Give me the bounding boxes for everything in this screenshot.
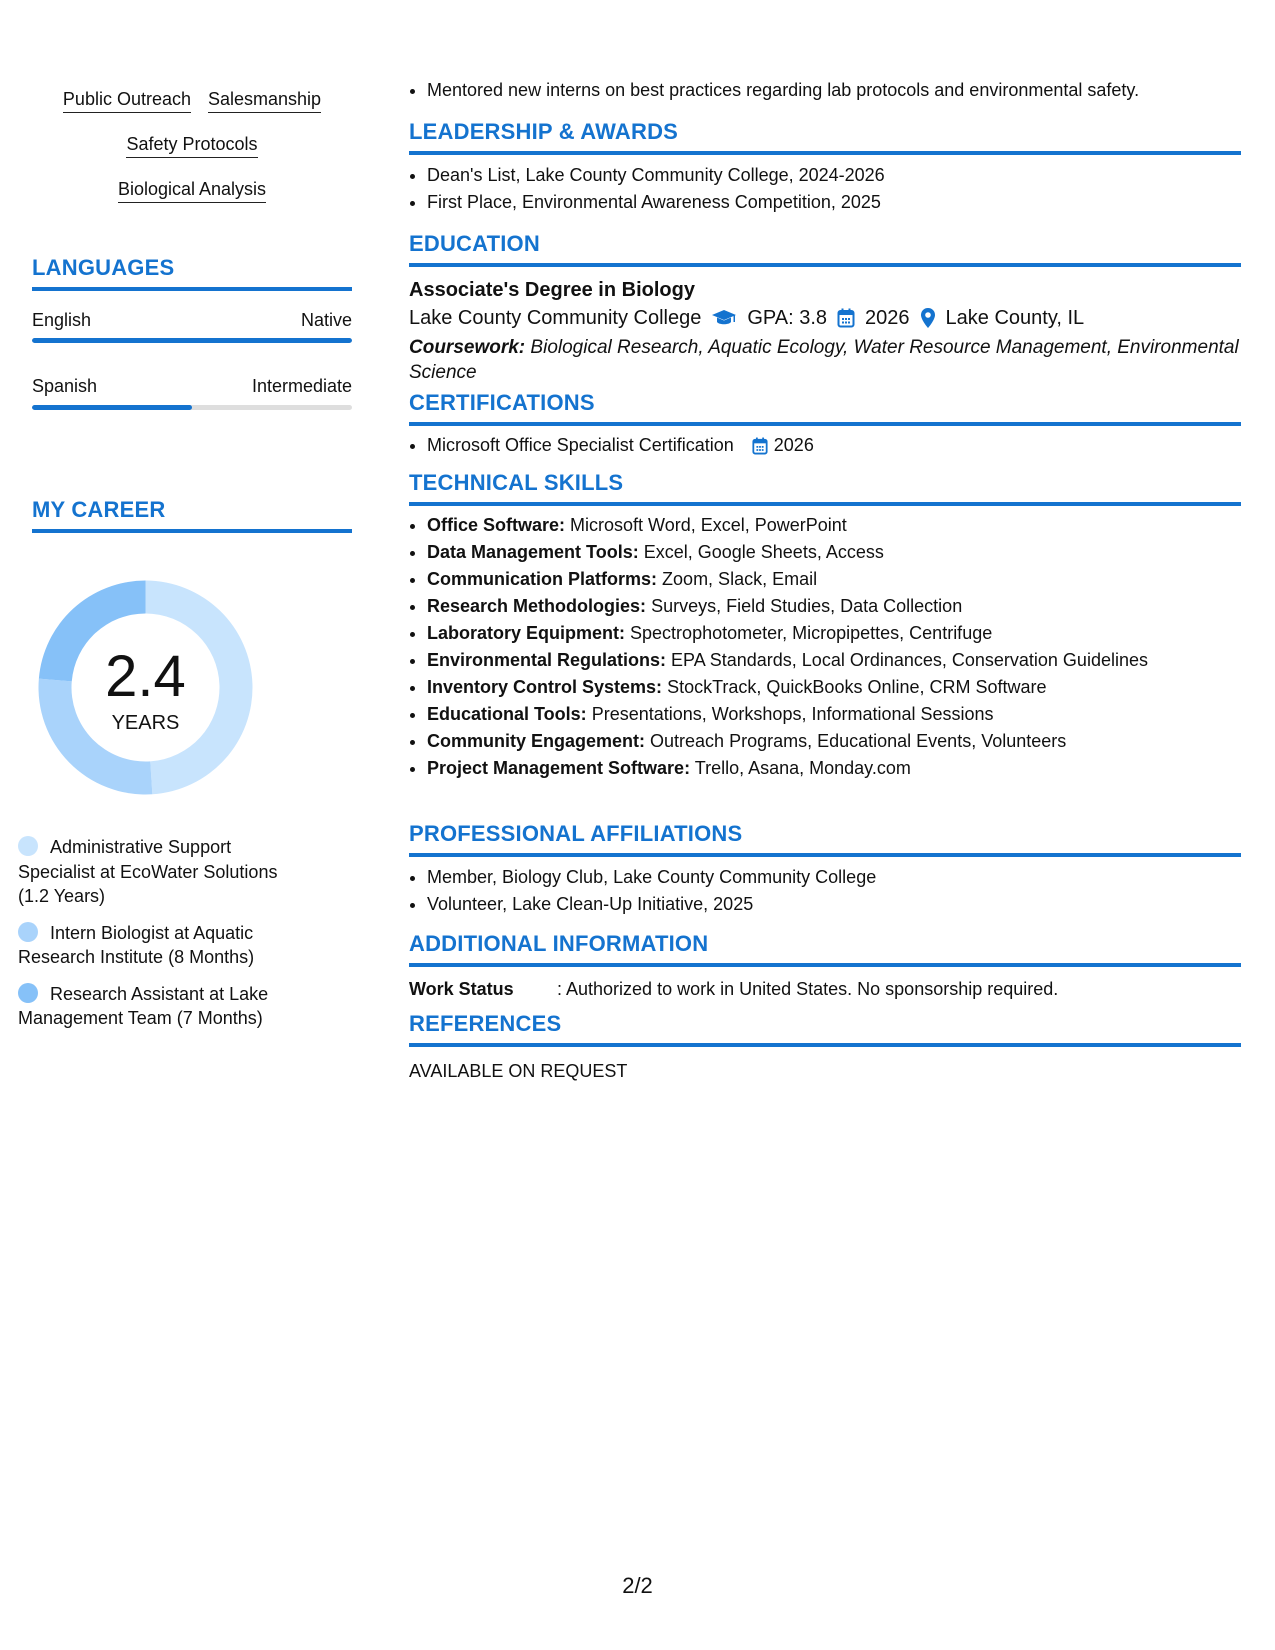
skill-label: Research Methodologies: — [427, 596, 647, 616]
skill-label: Laboratory Equipment: — [427, 623, 626, 643]
education-meta — [409, 303, 1241, 333]
references-section — [409, 1011, 1241, 1083]
language-name: English — [32, 310, 92, 330]
skill-item — [427, 647, 1241, 674]
career-donut-chart — [33, 575, 258, 800]
experience-bullets — [409, 77, 1241, 104]
additional-info-heading: ADDITIONAL INFORMATION — [409, 931, 1241, 967]
leadership-section — [409, 119, 1241, 216]
experience-continued — [409, 77, 1241, 104]
legend-item — [18, 982, 308, 1031]
skill-item — [427, 701, 1241, 728]
skill-value: Spectrophotometer, Micropipettes, Centrifuge — [630, 623, 993, 643]
legend-item — [18, 921, 308, 970]
legend-dot — [18, 922, 38, 942]
skill-item — [427, 566, 1241, 593]
language-item — [32, 309, 352, 343]
skill-label: Office Software: — [427, 515, 566, 535]
language-item — [32, 375, 352, 410]
legend-label: Administrative Support Specialist at EcoWater Solutions (1.2 Years) — [18, 837, 278, 906]
affiliations-section — [409, 821, 1241, 918]
technical-skills-list — [409, 512, 1241, 782]
page-number: 2/2 — [622, 1573, 653, 1598]
donut-center — [33, 575, 258, 800]
certification-name: • Microsoft Office Specialist Certification — [427, 435, 734, 455]
skill-tag-row — [32, 178, 352, 223]
leadership-item: • First Place, Environmental Awareness Competition, 2025 — [427, 189, 1241, 216]
skill-item — [427, 755, 1241, 782]
work-status-label: Work Status — [409, 979, 514, 999]
work-status-row — [409, 977, 1241, 1001]
skill-tag-row — [32, 88, 352, 133]
career-section — [32, 497, 352, 533]
languages-section — [32, 255, 352, 410]
coursework-label: Coursework: — [409, 337, 526, 358]
skill-value: Excel, Google Sheets, Access — [643, 542, 884, 562]
skill-label: Data Management Tools: — [427, 542, 639, 562]
skill-label: Environmental Regulations: — [427, 650, 667, 670]
affiliations-heading: PROFESSIONAL AFFILIATIONS — [409, 821, 1241, 857]
legend-dot — [18, 983, 38, 1003]
language-bar — [32, 338, 352, 343]
coursework — [409, 335, 1241, 385]
graduation-year: 2026 — [865, 307, 910, 329]
references-heading: REFERENCES — [409, 1011, 1241, 1047]
location-pin-icon — [920, 307, 936, 329]
language-level: Intermediate — [251, 376, 352, 396]
skill-item — [427, 512, 1241, 539]
skill-label: Community Engagement: — [427, 731, 646, 751]
education-section — [409, 231, 1241, 385]
skill-item — [427, 674, 1241, 701]
skill-value: EPA Standards, Local Ordinances, Conservation Guidelines — [671, 650, 1148, 670]
gpa: GPA: 3.8 — [747, 307, 828, 329]
leadership-item: • Dean's List, Lake County Community College, 2024-2026 — [427, 162, 1241, 189]
school-name: Lake County Community College — [409, 307, 702, 329]
skill-tag: Public Outreach — [63, 88, 191, 113]
skill-value: Trello, Asana, Monday.com — [694, 758, 911, 778]
graduation-cap-icon — [711, 309, 737, 327]
affiliation-item: • Volunteer, Lake Clean-Up Initiative, 2025 — [427, 891, 1241, 918]
degree-title: Associate's Degree in Biology — [409, 279, 695, 301]
languages-heading: LANGUAGES — [32, 255, 352, 291]
work-status-value: : Authorized to work in United States. No sponsorship required. — [557, 979, 1059, 999]
career-heading: MY CAREER — [32, 497, 352, 533]
experience-bullet: • Mentored new interns on best practices regarding lab protocols and environmental safety. — [427, 77, 1241, 104]
education-heading: EDUCATION — [409, 231, 1241, 267]
technical-skills-heading: TECHNICAL SKILLS — [409, 470, 1241, 506]
skill-value: Presentations, Workshops, Informational Sessions — [591, 704, 994, 724]
language-level: Native — [300, 310, 352, 330]
skill-value: StockTrack, QuickBooks Online, CRM Software — [667, 677, 1047, 697]
skill-tags — [32, 88, 352, 223]
calendar-icon — [752, 437, 768, 455]
legend-item — [18, 835, 308, 909]
certifications-section — [409, 390, 1241, 459]
certifications-heading: CERTIFICATIONS — [409, 390, 1241, 426]
certification-year: 2026 — [773, 435, 814, 455]
language-bar — [32, 405, 352, 410]
skill-label: Project Management Software: — [427, 758, 691, 778]
skill-value: Zoom, Slack, Email — [662, 569, 818, 589]
skill-tag-row — [32, 133, 352, 178]
skill-item — [427, 593, 1241, 620]
certification-item — [427, 432, 1241, 459]
skill-value: Surveys, Field Studies, Data Collection — [651, 596, 963, 616]
legend-label: Intern Biologist at Aquatic Research Institute (8 Months) — [18, 922, 255, 967]
skill-tag: Safety Protocols — [126, 133, 257, 158]
skill-item — [427, 620, 1241, 647]
calendar-icon — [837, 308, 855, 328]
coursework-list: Biological Research, Aquatic Ecology, Water Resource Management, Environmental Science — [409, 337, 1239, 383]
leadership-heading: LEADERSHIP & AWARDS — [409, 119, 1241, 155]
affiliation-item: • Member, Biology Club, Lake County Community College — [427, 864, 1241, 891]
language-bar-fill — [32, 338, 352, 343]
skill-tag: Salesmanship — [208, 88, 321, 113]
skill-label: Inventory Control Systems: — [427, 677, 663, 697]
language-name: Spanish — [32, 376, 98, 396]
references-text: AVAILABLE ON REQUEST — [409, 1061, 628, 1081]
legend-dot — [18, 836, 38, 856]
legend-label: Research Assistant at Lake Management Team (7 Months) — [18, 983, 269, 1028]
skill-label: Communication Platforms: — [427, 569, 658, 589]
language-bar-fill — [32, 405, 192, 410]
skill-value: Microsoft Word, Excel, PowerPoint — [570, 515, 847, 535]
affiliations-list — [409, 864, 1241, 918]
additional-info-section — [409, 931, 1241, 1001]
leadership-list — [409, 162, 1241, 216]
school-location: Lake County, IL — [945, 307, 1085, 329]
skill-tag: Biological Analysis — [118, 178, 266, 203]
skill-label: Educational Tools: — [427, 704, 587, 724]
skill-value: Outreach Programs, Educational Events, Volunteers — [650, 731, 1067, 751]
career-total-years: 2.4 — [105, 644, 186, 709]
career-total-unit: YEARS — [111, 712, 180, 734]
skill-item — [427, 539, 1241, 566]
technical-skills-section — [409, 470, 1241, 782]
career-legend — [18, 835, 308, 1043]
skill-item — [427, 728, 1241, 755]
certifications-list — [409, 432, 1241, 459]
